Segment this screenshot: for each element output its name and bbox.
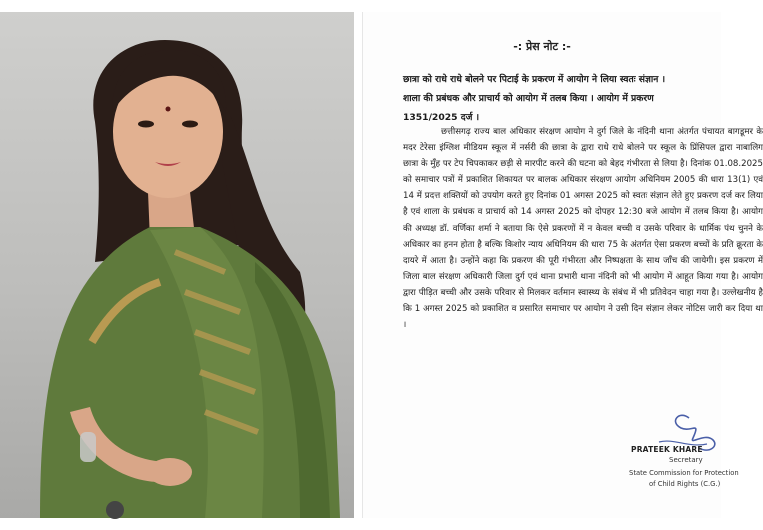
signatory-role: Secretary <box>669 456 703 464</box>
press-note-body: छत्तीसगढ़ राज्य बाल अधिकार संरक्षण आयोग ने दुर्ग जिले के नंदिनी थाना अंतर्गत पंचायत बागडूमर के मदर टेरेसा इंग्लिश मीडियम स्कूल में नर्सरी की छात्रा के द्वारा राधे राधे बोलने पर स्कूल के प्रिंसिपल द्वारा नाबालिग छात्रा के मुँह पर टेप चिपकाकर छड़ी से मारपीट करने की घटना को बेहद गंभीरता से लिया है। दिनांक 01.08.2025 को समाचार पत्रों में प्रकाशित शिकायत पर बालक अधिकार संरक्षण आयोग अधिनियम 2005 की धारा 13(1) एवं 14 में प्रदत्त शक्तियों को उपयोग करते हुए दिनांक 01 अगस्त 2025 को स्वतः संज्ञान लेते हुए प्रकरण दर्ज कर लिया है एवं शाला के प्रबंधक व प्राचार्य को 14 अगस्त 2025 को दोपहर 12:30 बजे आयोग में तलब किया है। आयोग की अध्यक्ष डॉ. वर्णिका शर्मा ने बताया कि ऐसे प्रकरणों में न केवल बच्ची व उसके परिवार के धार्मिक पंथ चुनने के अधिकार का हनन होता है बल्कि किशोर न्याय अधिनियम की धारा 75 के अंतर्गत ऐसा प्रकरण बच्चों के प्रति क्रूरता के दायरे में आता है। उन्होंने कहा कि प्रकरण की पूरी गंभीरता और निष्पक्षता के साथ जाँच की जायेगी। इस प्रकरण में जिला बाल संरक्षण अधिकारी जिला दुर्ग एवं थाना प्रभारी थाना नंदिनी को भी आयोग में आहूत किया गया है। आयोग द्वारा पीड़ित बच्ची और उसके परिवार से मिलकर वर्तमान स्वास्थ्य के संबंध में भी प्रतिवेदन चाहा गया है। उल्लेखनीय है कि 1 अगस्त 2025 को प्रकाशित व प्रसारित समाचार पर आयोग ने उसी दिन संज्ञान लेकर नोटिस जारी कर दिया था । <box>403 127 763 331</box>
press-note-headline: छात्रा को राधे राधे बोलने पर पिटाई के प्रकरण में आयोग ने लिया स्वतः संज्ञान । शाला की प्रबंधक और प्राचार्य को आयोग में तलब किया । आयोग में प्रकरण 1351/2025 दर्ज । <box>403 74 666 123</box>
portrait-photo <box>0 12 354 518</box>
press-note-document <box>362 12 763 518</box>
signatory-name: PRATEEK KHARE <box>631 445 703 454</box>
signature-block <box>629 408 739 518</box>
portrait-illustration <box>0 12 354 518</box>
signatory-org-line2: of Child Rights (C.G.) <box>649 480 721 488</box>
signatory-org-line1: State Commission for Protection <box>629 469 739 477</box>
press-note-title: -: प्रेस नोट :- <box>513 40 571 53</box>
